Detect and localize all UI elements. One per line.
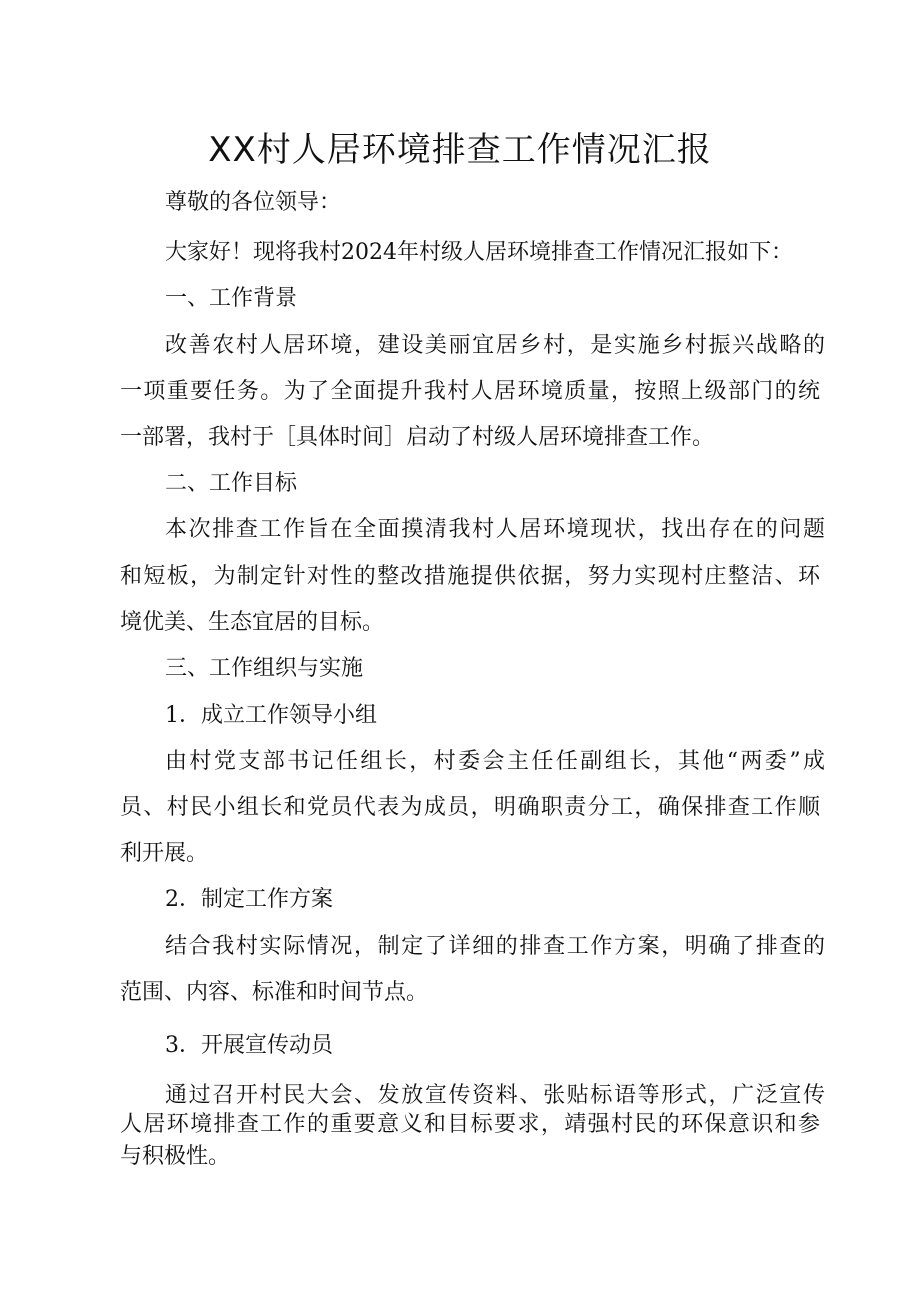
paragraph-line: 利开展。: [120, 841, 209, 866]
paragraph-line: 和短板，为制定针对性的整改措施提供依据，努力实现村庄整洁、环: [120, 564, 820, 589]
subsection-heading-leading-group: 1．成立工作领导小组: [165, 703, 377, 728]
paragraph-line: 通过召开村民大会、发放宣传资料、张贴标语等形式，广泛宣传: [165, 1083, 825, 1108]
document-title: XX村人居环境排查工作情况汇报: [208, 130, 712, 170]
paragraph-line: 一部署，我村于［具体时间］启动了村级人居环境排查工作。: [120, 425, 715, 450]
paragraph-line: 一项重要任务。为了全面提升我村人居环境质量，按照上级部门的统: [120, 379, 820, 404]
greeting: 大家好！现将我村2024年村级人居环境排查工作情况汇报如下：: [165, 240, 793, 265]
paragraph-line: 人居环境排查工作的重要意义和目标要求，靖强村民的环保意识和参: [120, 1112, 820, 1137]
section-heading-background: 一、工作背景: [165, 286, 298, 311]
section-heading-goals: 二、工作目标: [165, 471, 298, 496]
section-heading-organization: 三、工作组织与实施: [165, 656, 364, 681]
paragraph-line: 范围、内容、标准和时间节点。: [120, 980, 429, 1005]
paragraph-line: 结合我村实际情况，制定了详细的排查工作方案，明确了排查的: [165, 934, 825, 959]
salutation: 尊敬的各位领导：: [165, 190, 342, 215]
paragraph-line: 由村党支部书记任组长，村委会主任任副组长，其他“两委”成: [165, 749, 825, 774]
subsection-heading-publicity: 3．开展宣传动员: [165, 1033, 333, 1058]
paragraph-line: 境优美、生态宜居的目标。: [120, 610, 385, 635]
paragraph-line: 本次排查工作旨在全面摸清我村人居环境现状，找出存在的问题: [165, 517, 825, 542]
paragraph-line: 改善农村人居环境，建设美丽宜居乡村，是实施乡村振兴战略的: [165, 333, 825, 358]
paragraph-line: 员、村民小组长和党员代表为成员，明确职责分工，确保排查工作顺: [120, 795, 820, 820]
paragraph-line: 与积极性。: [120, 1144, 231, 1169]
subsection-heading-work-plan: 2．制定工作方案: [165, 887, 333, 912]
